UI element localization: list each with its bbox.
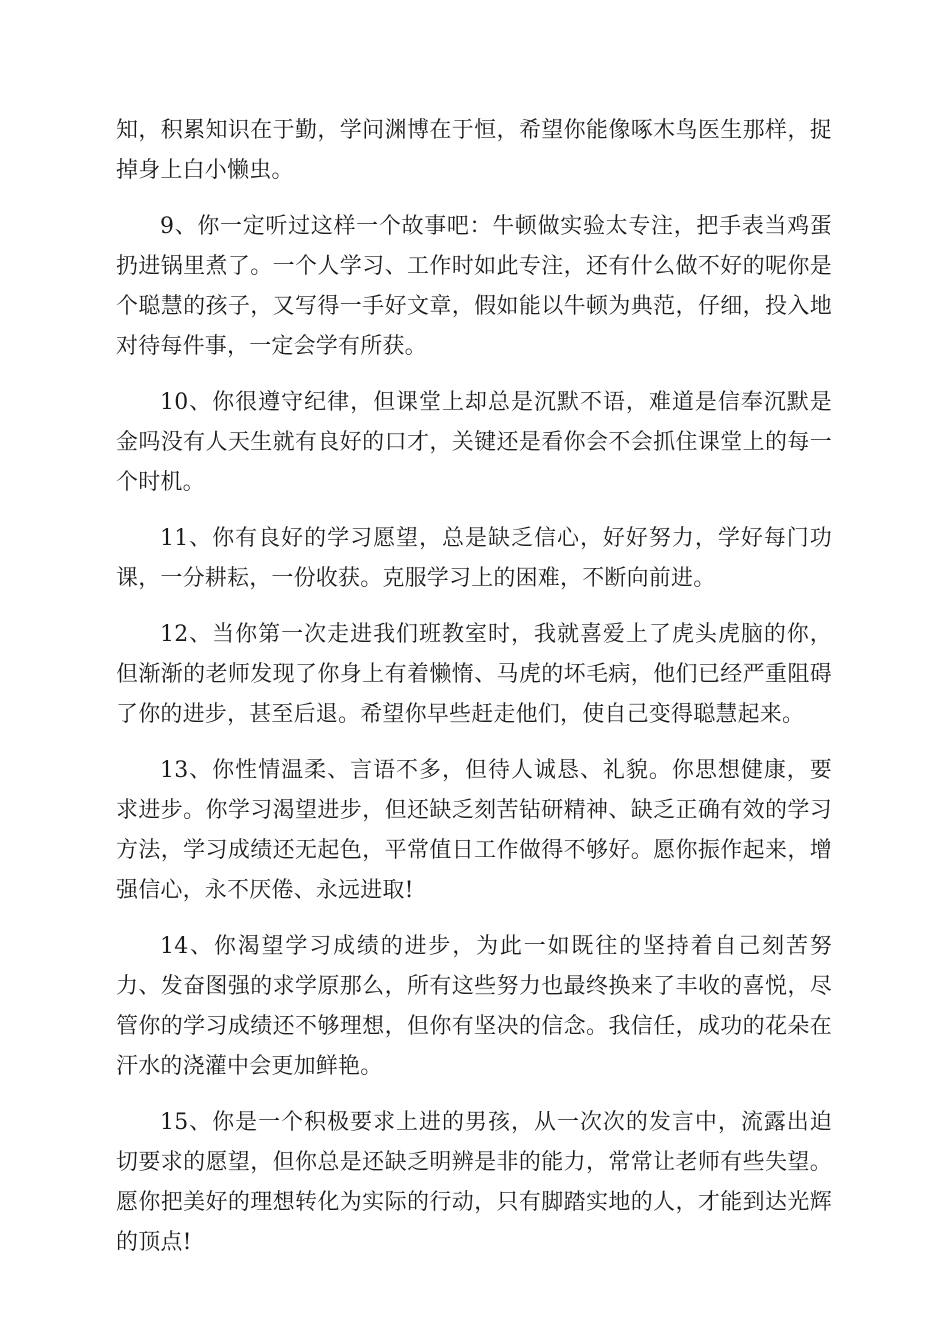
- paragraph-comment-10: 10、你很遵守纪律，但课堂上却总是沉默不语，难道是信奉沉默是金吗没有人天生就有良好的口才，关键还是看你会不会抓住课堂上的每一个时机。: [116, 390, 832, 495]
- paragraph-comment-11: 11、你有良好的学习愿望，总是缺乏信心，好好努力，学好每门功课，一分耕耘，一份收获。克服学习上的困难，不断向前进。: [116, 526, 832, 591]
- paragraph-comment-15: 15、你是一个积极要求上进的男孩，从一次次的发言中，流露出迫切要求的愿望，但你总是还缺乏明辨是非的能力，常常让老师有些失望。愿你把美好的理想转化为实际的行动，只有脚踏实地的人，才能到达光辉的顶点!: [116, 1110, 832, 1255]
- paragraph-comment-12: 12、当你第一次走进我们班教室时，我就喜爱上了虎头虎脑的你，但渐渐的老师发现了你身上有着懒惰、马虎的坏毛病，他们已经严重阻碍了你的进步，甚至后退。希望你早些赶走他们，使自己变得聪慧起来。: [116, 622, 832, 727]
- paragraph-continuation: 知，积累知识在于勤，学问渊博在于恒，希望你能像啄木鸟医生那样，捉掉身上白小懒虫。: [116, 118, 832, 183]
- document-body: [116, 111, 832, 1279]
- paragraph-comment-9: 9、你一定听过这样一个故事吧：牛顿做实验太专注，把手表当鸡蛋扔进锅里煮了。一个人学习、工作时如此专注，还有什么做不好的呢你是个聪慧的孩子，又写得一手好文章，假如能以牛顿为典范，仔细，投入地对待每件事，一定会学有所获。: [116, 214, 832, 359]
- paragraph-comment-13: 13、你性情温柔、言语不多，但待人诚恳、礼貌。你思想健康，要求进步。你学习渴望进步，但还缺乏刻苦钻研精神、缺乏正确有效的学习方法，学习成绩还无起色，平常值日工作做得不够好。愿你振作起来，增强信心，永不厌倦、永远进取!: [116, 758, 832, 903]
- paragraph-comment-14: 14、你渴望学习成绩的进步，为此一如既往的坚持着自己刻苦努力、发奋图强的求学原那么，所有这些努力也最终换来了丰收的喜悦，尽管你的学习成绩还不够理想，但你有坚决的信念。我信任，成功的花朵在汗水的浇灌中会更加鲜艳。: [116, 934, 832, 1079]
